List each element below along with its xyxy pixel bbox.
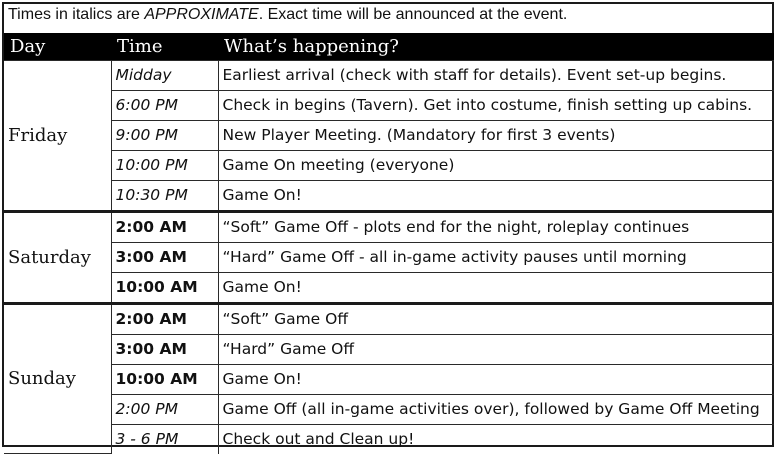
table-row — [4, 60, 774, 90]
table-row — [4, 180, 774, 211]
time-cell: 10:00 AM — [111, 364, 218, 394]
time-cell: 10:00 PM — [111, 150, 218, 180]
time-cell: 3 - 6 PM — [111, 424, 218, 454]
activity-cell: Game On! — [218, 180, 774, 211]
day-cell: Saturday — [4, 211, 111, 303]
time-cell: 10:00 AM — [111, 272, 218, 303]
table-row — [4, 90, 774, 120]
activity-cell: “Hard” Game Off - all in-game activity pauses until morning — [218, 242, 774, 272]
table-row — [4, 334, 774, 364]
day-cell: Sunday — [4, 303, 111, 454]
table-row — [4, 364, 774, 394]
time-cell: 2:00 AM — [111, 211, 218, 242]
table-row — [4, 242, 774, 272]
table-row — [4, 424, 774, 454]
approximate-times-note — [8, 6, 567, 24]
activity-cell: Check out and Clean up! — [218, 424, 774, 454]
time-cell: 3:00 AM — [111, 242, 218, 272]
time-cell: 3:00 AM — [111, 334, 218, 364]
day-cell: Friday — [4, 60, 111, 211]
time-cell: 2:00 PM — [111, 394, 218, 424]
table-row — [4, 150, 774, 180]
activity-cell: New Player Meeting. (Mandatory for first 3 events) — [218, 120, 774, 150]
time-cell: 9:00 PM — [111, 120, 218, 150]
header-day: Day — [4, 33, 111, 60]
time-cell: 6:00 PM — [111, 90, 218, 120]
note-suffix: . Exact time will be announced at the event. — [258, 6, 568, 23]
note-prefix: Times in italics are — [8, 6, 145, 23]
activity-cell: Game On! — [218, 272, 774, 303]
activity-cell: Check in begins (Tavern). Get into costume, finish setting up cabins. — [218, 90, 774, 120]
time-cell: 2:00 AM — [111, 303, 218, 334]
time-cell: 10:30 PM — [111, 180, 218, 211]
table-row — [4, 211, 774, 242]
table-row — [4, 272, 774, 303]
activity-cell: Game Off (all in-game activities over), followed by Game Off Meeting — [218, 394, 774, 424]
note-emphasis: APPROXIMATE — [144, 6, 259, 23]
activity-cell: Game On meeting (everyone) — [218, 150, 774, 180]
activity-cell: Earliest arrival (check with staff for details). Event set-up begins. — [218, 60, 774, 90]
time-cell: Midday — [111, 60, 218, 90]
event-schedule-table — [4, 33, 774, 454]
header-time: Time — [111, 33, 218, 60]
activity-cell: “Soft” Game Off - plots end for the night, roleplay continues — [218, 211, 774, 242]
activity-cell: “Soft” Game Off — [218, 303, 774, 334]
activity-cell: Game On! — [218, 364, 774, 394]
table-row — [4, 394, 774, 424]
table-row — [4, 303, 774, 334]
header-what: What’s happening? — [218, 33, 774, 60]
schedule-body — [4, 60, 774, 454]
activity-cell: “Hard” Game Off — [218, 334, 774, 364]
table-header-row — [4, 33, 774, 60]
table-row — [4, 120, 774, 150]
